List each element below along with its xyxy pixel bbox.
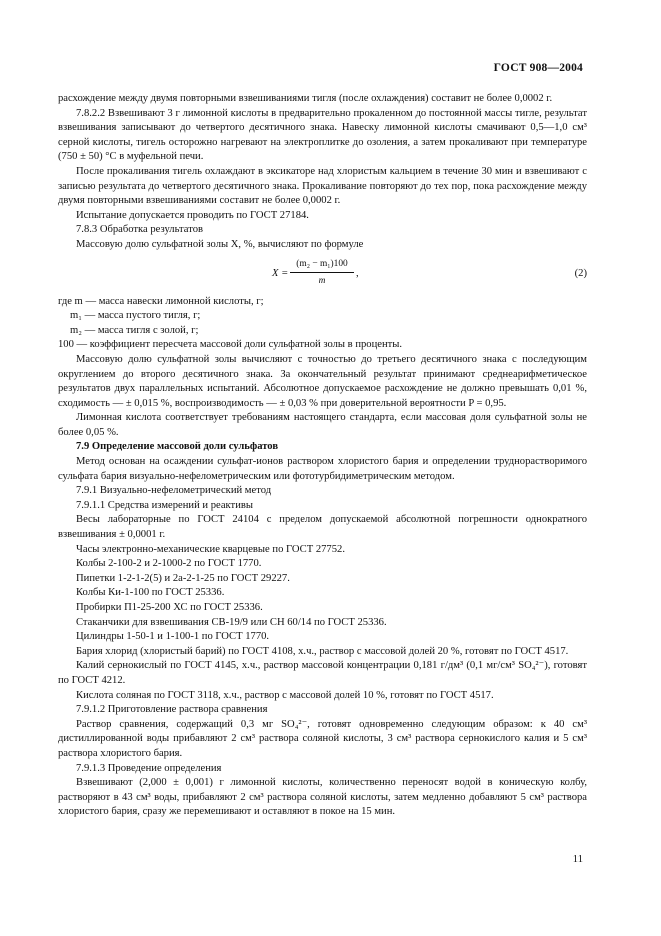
paragraph: 7.8.2.2 Взвешивают 3 г лимонной кислоты в предварительно прокаленном до постоянной массы тигле, результат взвешивания записывают до четвертого десятичного знака. Навеску лимонной кислоты смачивают 0,5—1,0 см³ серной кислоты, тигель осторожно нагревают на электроплитке до озоления, а затем прокаливают при температуре (750 ± 50) °С в муфельной печи.	[58, 107, 587, 163]
list-item: Калий сернокислый по ГОСТ 4145, х.ч., раствор массовой концентрации 0,181 г/дм³ (0,1 мг/см³ SO₄²⁻), готовят по ГОСТ 4212.	[58, 660, 587, 686]
paragraph: Раствор сравнения, содержащий 0,3 мг SO₄²⁻, готовят одновременно следующим образом: к 40 см³ дистиллированной воды прибавляют 2 см³ раствора соляной кислоты, 3 см³ раствора сернокислого калия и 5 см³ раствора хлористого бария.	[58, 718, 587, 759]
list-item: Кислота соляная по ГОСТ 3118, х.ч., раствор с массовой долей 10 %, готовят по ГОСТ 4517.	[76, 689, 494, 701]
section-heading: 7.9 Определение массовой доли сульфатов	[76, 441, 279, 453]
formula	[58, 257, 587, 291]
subsection-heading: 7.9.1.3 Проведение определения	[76, 762, 222, 774]
page-number: 11	[572, 854, 583, 865]
page-header: ГОСТ 908—2004	[493, 62, 583, 74]
formula-number: (2)	[574, 267, 587, 279]
formula-denominator: m	[318, 276, 326, 287]
definition-line: m₁ — масса пустого тигля, г;	[70, 310, 201, 322]
document-body	[58, 92, 587, 820]
subsection-heading: 7.9.1 Визуально-нефелометрический метод	[76, 485, 272, 497]
paragraph: расхождение между двумя повторными взвешиваниями тигля (после охлаждения) составит не более 0,0002 г.	[58, 93, 553, 104]
subsection-heading: 7.9.1.2 Приготовление раствора сравнения	[76, 704, 268, 716]
paragraph: После прокаливания тигель охлаждают в эксикаторе над хлористым кальцием в течение 30 мин и взвешивают с записью результата до четвертого десятичного знака. Прокаливание повторяют до тех пор, пока расхождение между двумя повторными взвешиваниями составит не более 0,0002 г.	[58, 165, 587, 207]
formula-fraction	[290, 257, 354, 289]
subsection-heading: 7.9.1.1 Средства измерений и реактивы	[76, 499, 253, 511]
paragraph: Метод основан на осаждении сульфат-ионов раствором хлористого бария и определении труднорастворимого сульфата бария визуально-нефелометрическим или фототурбидиметрическим методом.	[58, 456, 587, 482]
list-item: Часы электронно-механические кварцевые по ГОСТ 27752.	[76, 543, 345, 555]
formula-lhs: X =	[272, 267, 289, 279]
definition-line: 100 — коэффициент пересчета массовой доли сульфатной золы в проценты.	[58, 339, 403, 351]
definition-line: m₂ — масса тигля с золой, г;	[70, 324, 199, 336]
list-item: Колбы 2-100-2 и 2-1000-2 по ГОСТ 1770.	[76, 558, 262, 570]
subsection-heading: 7.8.3 Обработка результатов	[76, 224, 203, 236]
list-item: Бария хлорид (хлористый барий) по ГОСТ 4108, х.ч., раствор с массовой долей 20 %, готовят по ГОСТ 4517.	[76, 645, 569, 657]
list-item: Пробирки П1-25-200 ХС по ГОСТ 25336.	[76, 602, 263, 613]
list-item: Цилиндры 1-50-1 и 1-100-1 по ГОСТ 1770.	[76, 631, 270, 643]
formula-comma: ,	[356, 267, 359, 279]
formula-numerator: (m₂ − m₁)100	[290, 257, 354, 274]
paragraph: Испытание допускается проводить по ГОСТ 27184.	[76, 209, 309, 221]
list-item: Стаканчики для взвешивания СВ-19/9 или СН 60/14 по ГОСТ 25336.	[76, 616, 387, 628]
paragraph: Массовую долю сульфатной золы X, %, вычисляют по формуле	[76, 238, 364, 250]
definition-line: где m — масса навески лимонной кислоты, г;	[58, 295, 264, 307]
paragraph: Весы лабораторные по ГОСТ 24104 с пределом допускаемой абсолютной погрешности однократного взвешивания ± 0,0001 г.	[58, 514, 587, 541]
list-item: Колбы Ки-1-100 по ГОСТ 25336.	[76, 587, 225, 599]
paragraph: Взвешивают (2,000 ± 0,001) г лимонной кислоты, количественно переносят водой в коническую колбу, растворяют в 43 см³ воды, прибавляют 2 см³ раствора соляной кислоты, затем медленно добавляют 5 см³ раствора хлористого бария, сразу же перемешивают и оставляют в покое на 15 мин.	[58, 777, 587, 818]
paragraph: Лимонная кислота соответствует требованиям настоящего стандарта, если массовая доля сульфатной золы не более 0,05 %.	[58, 412, 587, 438]
list-item: Пипетки 1-2-1-2(5) и 2а-2-1-25 по ГОСТ 29227.	[76, 572, 290, 584]
paragraph: Массовую долю сульфатной золы вычисляют с точностью до третьего десятичного знака с последующим округлением до второго десятичного знака. За окончательный результат принимают среднеарифметическое результатов двух параллельных испытаний. Абсолютное допускаемое расхождение не должно превышать 0,01 %, сходимость — ± 0,015 %, воспроизводимость — ± 0,03 % при доверительной вероятности P = 0,95.	[58, 353, 587, 409]
